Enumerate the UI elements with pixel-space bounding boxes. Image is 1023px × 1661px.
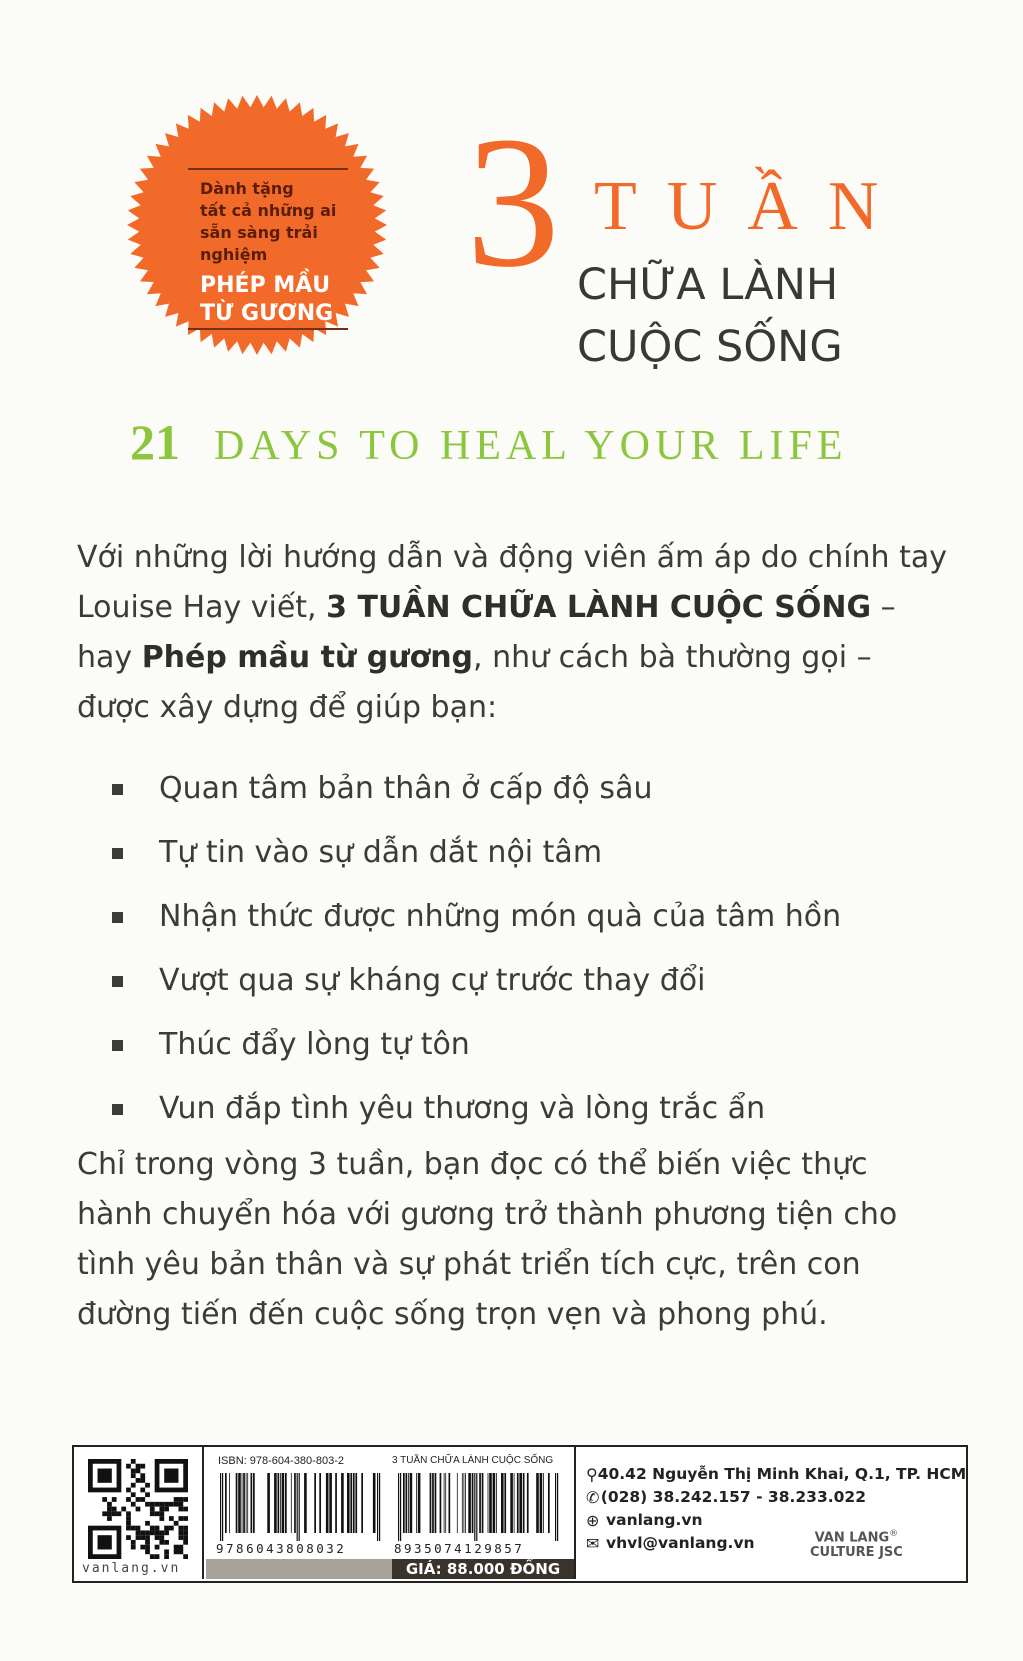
- list-item: [112, 885, 841, 949]
- grey-strip: [206, 1559, 392, 1579]
- badge-dedication-line-3: sẵn sàng trải nghiệm: [200, 223, 318, 264]
- intro-bold-miracle: Phép mầu từ gương: [141, 640, 474, 675]
- email-link[interactable]: vhvl@vanlang.vn: [606, 1534, 755, 1552]
- square-bullet-icon: [112, 976, 123, 987]
- list-item: [112, 1013, 841, 1077]
- square-bullet-icon: [112, 1040, 123, 1051]
- badge-bottom-rule: [188, 328, 348, 330]
- phone-icon: ✆: [586, 1488, 600, 1507]
- badge-dedication-line-1: Dành tặng: [200, 179, 294, 198]
- address-row: [586, 1463, 967, 1486]
- list-item: [112, 757, 841, 821]
- intro-text-1: Với những lời hướng dẫn và động viên ấm áp do chính tay Louise Hay viết,: [77, 540, 947, 625]
- english-title: [130, 413, 847, 471]
- list-item-text: Nhận thức được những món quà của tâm hồn: [159, 899, 842, 934]
- title-line-2: CHỮA LÀNH: [577, 260, 839, 310]
- location-pin-icon: ⚲: [586, 1465, 598, 1484]
- list-item: [112, 1077, 841, 1141]
- isbn-label: ISBN: 978-604-380-803-2: [218, 1455, 344, 1467]
- badge-top-rule: [188, 168, 348, 170]
- footer-divider: [574, 1447, 576, 1579]
- qr-url: vanlang.vn: [82, 1561, 181, 1576]
- intro-text-2: – hay: [77, 590, 896, 675]
- phone-row: [586, 1486, 866, 1509]
- brand-line-1: VAN LANG: [814, 1530, 890, 1546]
- square-bullet-icon: [112, 848, 123, 859]
- price-label: GIÁ: 88.000 ĐỒNG: [392, 1559, 574, 1579]
- list-item: [112, 949, 841, 1013]
- list-item: [112, 821, 841, 885]
- qr-section: [74, 1447, 204, 1579]
- badge-text: [200, 178, 380, 328]
- list-item-text: Vượt qua sự kháng cự trước thay đổi: [159, 963, 706, 998]
- english-title-text: DAYS TO HEAL YOUR LIFE: [214, 423, 848, 469]
- badge-miracle-line-1: PHÉP MẦU: [200, 273, 331, 298]
- square-bullet-icon: [112, 912, 123, 923]
- title-word: TUẦN: [594, 168, 909, 245]
- barcode-section: [206, 1447, 574, 1579]
- list-item-text: Tự tin vào sự dẫn dắt nội tâm: [159, 835, 603, 870]
- list-item-text: Quan tâm bản thân ở cấp độ sâu: [159, 771, 653, 806]
- phone-text: (028) 38.242.157 - 38.233.022: [600, 1488, 866, 1506]
- badge-miracle-line-2: TỪ GƯƠNG: [200, 301, 334, 326]
- barcode-title-label: 3 TUẦN CHỮA LÀNH CUỘC SỐNG: [392, 1455, 554, 1466]
- title-number: 3: [466, 97, 560, 306]
- qr-code[interactable]: [86, 1459, 190, 1559]
- outro-paragraph: Chỉ trong vòng 3 tuần, bạn đọc có thể biến việc thực hành chuyển hóa với gương trở thành phương tiện cho tình yêu bản thân và sự phát triển tích cực, trên con đường tiến đến cuộc sống trọn vẹn và phong phú.: [77, 1147, 898, 1332]
- intro-bold-title: 3 TUẦN CHỮA LÀNH CUỘC SỐNG: [326, 590, 872, 625]
- envelope-icon: ✉: [586, 1534, 600, 1553]
- isbn-digits: 9786043808032: [216, 1541, 347, 1556]
- intro-text-3: , như cách bà thường gọi – được xây dựng để giúp bạn:: [77, 640, 872, 725]
- publisher-logo: [810, 1527, 903, 1560]
- square-bullet-icon: [112, 784, 123, 795]
- list-item-text: Vun đắp tình yêu thương và lòng trắc ẩn: [159, 1091, 766, 1126]
- publisher-info-box: [72, 1445, 968, 1583]
- list-item-text: Thúc đẩy lòng tự tôn: [159, 1027, 470, 1062]
- benefits-list: [112, 757, 841, 1141]
- square-bullet-icon: [112, 1104, 123, 1115]
- intro-paragraph: [77, 533, 947, 733]
- ean-barcode: [396, 1473, 562, 1541]
- ean-digits: 8935074129857: [394, 1541, 525, 1556]
- registered-mark: ®: [889, 1529, 899, 1539]
- brand-line-2: CULTURE JSC: [810, 1545, 903, 1561]
- globe-icon: ⊕: [586, 1511, 600, 1530]
- english-title-number: 21: [130, 414, 180, 470]
- isbn-barcode: [218, 1473, 384, 1541]
- address-text: 40.42 Nguyễn Thị Minh Khai, Q.1, TP. HCM: [597, 1465, 967, 1483]
- website-link[interactable]: vanlang.vn: [606, 1511, 703, 1529]
- title-line-3: CUỘC SỐNG: [577, 322, 843, 372]
- badge-dedication-line-2: tất cả những ai: [200, 201, 337, 220]
